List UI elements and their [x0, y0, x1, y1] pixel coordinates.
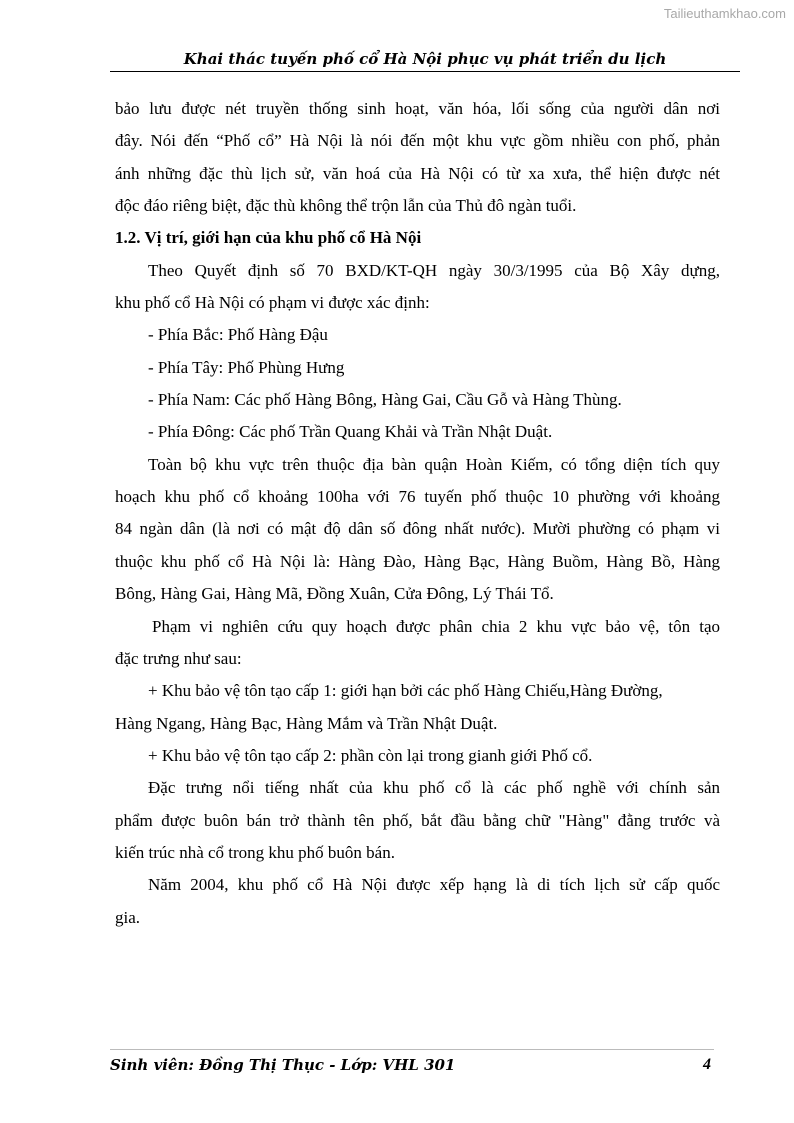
text-line: Năm 2004, khu phố cổ Hà Nội được xếp hạng là di tích lịch sử cấp quốc — [148, 875, 720, 895]
header-rule — [110, 71, 740, 72]
text-line: - Phía Tây: Phố Phùng Hưng — [148, 357, 345, 377]
text-line: gia. — [115, 907, 141, 927]
text-line: - Phía Đông: Các phố Trần Quang Khải và Trần Nhật Duật. — [148, 422, 553, 442]
text-line: + Khu bảo vệ tôn tạo cấp 1: giới hạn bởi các phố Hàng Chiếu,Hàng Đường, — [148, 681, 663, 701]
text-line: Toàn bộ khu vực trên thuộc địa bàn quận Hoàn Kiếm, có tổng diện tích quy — [148, 454, 720, 474]
text-line: Phạm vi nghiên cứu quy hoạch được phân chia 2 khu vực bảo vệ, tôn tạo — [152, 616, 720, 636]
text-line: - Phía Bắc: Phố Hàng Đậu — [148, 325, 328, 345]
document-body — [115, 93, 720, 934]
running-header: Khai thác tuyến phố cổ Hà Nội phục vụ phát triển du lịch — [183, 50, 667, 68]
text-line: độc đáo riêng biệt, đặc thù không thể trộn lẫn của Thủ đô ngàn tuổi. — [115, 196, 577, 216]
text-line: khu phố cổ Hà Nội có phạm vi được xác định: — [115, 293, 430, 313]
text-line: + Khu bảo vệ tôn tạo cấp 2: phần còn lại trong gianh giới Phố cổ. — [148, 745, 593, 765]
text-line: bảo lưu được nét truyền thống sinh hoạt, văn hóa, lối sống của người dân nơi — [115, 99, 720, 118]
text-line: đây. Nói đến “Phố cổ” Hà Nội là nói đến một khu vực gồm nhiều con phố, phản — [115, 131, 720, 151]
text-line: Theo Quyết định số 70 BXD/KT-QH ngày 30/3/1995 của Bộ Xây dựng, — [148, 260, 720, 280]
text-line: hoạch khu phố cổ khoảng 100ha với 76 tuyến phố thuộc 10 phường với khoảng — [115, 487, 720, 507]
text-line: phẩm được buôn bán trở thành tên phố, bắt đầu bằng chữ "Hàng" đằng trước và — [115, 810, 720, 830]
text-line: Hàng Ngang, Hàng Bạc, Hàng Mắm và Trần Nhật Duật. — [115, 713, 498, 733]
text-line: Đặc trưng nổi tiếng nhất của khu phố cổ là các phố nghề với chính sản — [148, 778, 720, 798]
text-line: - Phía Nam: Các phố Hàng Bông, Hàng Gai, Cầu Gỗ và Hàng Thùng. — [148, 390, 622, 410]
text-line: ánh những đặc thù lịch sử, văn hoá của Hà Nội có từ xa xưa, thể hiện được nét — [115, 163, 720, 183]
text-line: thuộc khu phố cổ Hà Nội là: Hàng Đào, Hàng Bạc, Hàng Buồm, Hàng Bồ, Hàng — [115, 551, 720, 571]
text-line: kiến trúc nhà cổ trong khu phố buôn bán. — [115, 842, 395, 862]
section-heading: 1.2. Vị trí, giới hạn của khu phố cổ Hà Nội — [115, 228, 422, 248]
footer-rule — [110, 1049, 714, 1050]
page-number: 4 — [703, 1056, 711, 1073]
watermark: Tailieuthamkhao.com — [663, 6, 786, 21]
footer-author: Sinh viên: Đồng Thị Thục - Lớp: VHL 301 — [110, 1056, 456, 1074]
text-line: Bông, Hàng Gai, Hàng Mã, Đồng Xuân, Cửa Đông, Lý Thái Tổ. — [115, 584, 554, 604]
text-line: đặc trưng như sau: — [115, 648, 242, 668]
text-line: 84 ngàn dân (là nơi có mật độ dân số đông nhất nước). Mười phường có phạm vi — [115, 519, 720, 539]
